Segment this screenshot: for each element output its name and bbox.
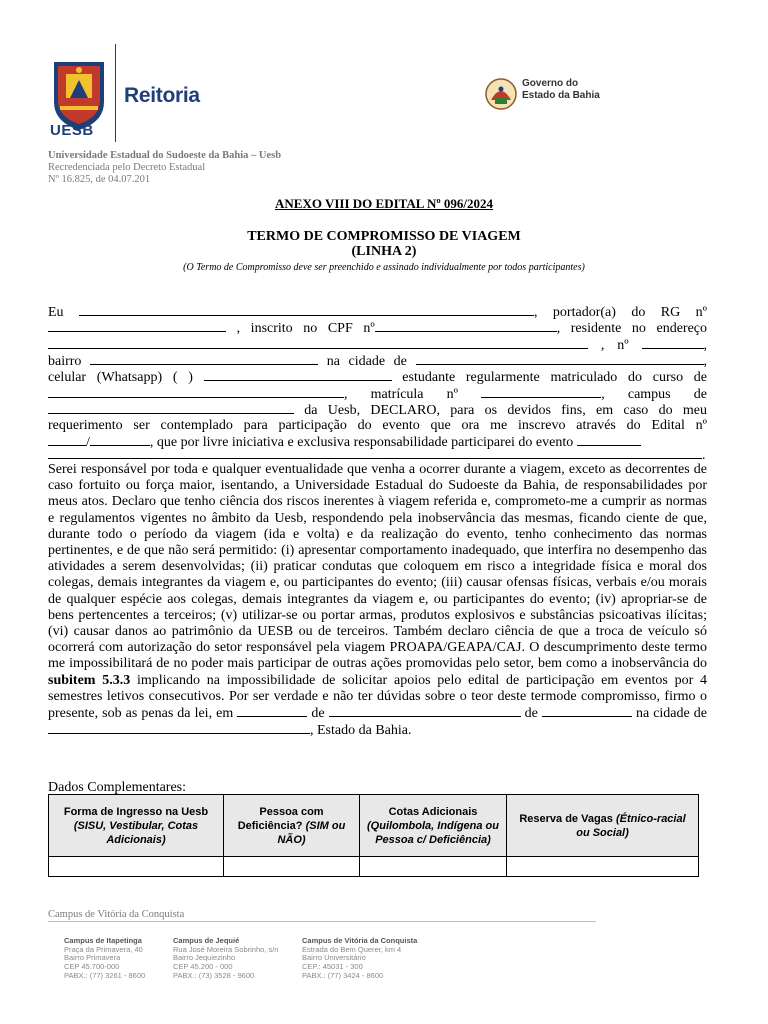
label-campus: , campus de — [601, 387, 708, 402]
label-state: Estado da Bahia. — [317, 723, 412, 739]
declaration-text-2: requerimento ser contemplado para participação do evento que ora me inscrevo através do Edital nº — [48, 418, 707, 433]
col-reserved-seats — [507, 795, 699, 857]
house-number-blank[interactable] — [642, 337, 704, 349]
bahia-government-label — [522, 78, 600, 101]
header-divider — [115, 44, 116, 142]
footer-campus-vitoria-da-conquista — [302, 937, 417, 981]
bairro-blank[interactable] — [90, 353, 318, 365]
admission-form-cell[interactable] — [49, 857, 224, 877]
label-number: , nº — [600, 338, 629, 353]
col-admission-form — [49, 795, 224, 857]
period: . — [702, 448, 706, 463]
edital-year-blank[interactable] — [90, 434, 150, 446]
form-line-enrollment — [48, 386, 707, 403]
document-header — [0, 0, 768, 200]
comma: , — [703, 354, 708, 369]
footer-campus-title: Campus de Jequié — [173, 936, 240, 945]
label-de-2: de — [524, 706, 538, 722]
label-address: , residente no endereço — [556, 321, 707, 336]
table-header-row — [49, 795, 699, 857]
label-cpf: , inscrito no CPF nº — [236, 321, 375, 336]
form-line-name — [48, 304, 707, 321]
document-title-line-1: TERMO DE COMPROMISSO DE VIAGEM — [247, 229, 521, 244]
col2-subtitle: (SIM ou NÃO) — [277, 819, 346, 846]
supplementary-data-label: Dados Complementares: — [48, 780, 187, 795]
document-title-line-2: (LINHA 2) — [351, 244, 417, 259]
footer-divider — [48, 921, 596, 922]
document-title — [0, 229, 768, 259]
label-de-1: de — [311, 706, 325, 722]
footer-campus-jequie — [173, 937, 278, 981]
event-blank[interactable] — [577, 434, 641, 446]
footer-neighborhood: Bairro Jequiezinho — [173, 953, 236, 963]
month-blank[interactable] — [329, 705, 521, 717]
reitoria-title: Reitoria — [124, 84, 200, 107]
instructions-note: (O Termo de Compromisso deve ser preenchido e assinado individualmente por todos participantes) — [183, 262, 585, 273]
comma: , — [310, 723, 314, 739]
footer-cep: CEP 45.200 - 000 — [173, 962, 233, 972]
signing-city-blank[interactable] — [48, 722, 310, 734]
declaration-text-3: , que por livre iniciativa e exclusiva responsabilidade participarei do evento — [149, 435, 574, 450]
form-line-edital — [48, 418, 707, 434]
table-row — [49, 857, 699, 877]
form-line-neighborhood — [48, 353, 707, 370]
reserved-seats-cell[interactable] — [507, 857, 699, 877]
footer-address: Rua José Moreira Sobrinho, s/n — [173, 944, 279, 954]
footer-cep: CEP 45.700-000 — [64, 962, 120, 972]
form-line-phone — [48, 369, 707, 386]
gov-line-2: Estado da Bahia — [522, 89, 600, 101]
footer-address: Estrada do Bem Querer, km 4 — [302, 944, 402, 954]
annex-title: ANEXO VIII DO EDITAL Nº 096/2024 — [275, 196, 493, 211]
responsibility-paragraph — [48, 462, 707, 739]
bahia-government-emblem-icon — [483, 76, 519, 112]
label-city: na cidade de — [326, 354, 407, 369]
matricula-blank[interactable] — [481, 386, 601, 398]
form-line-cpf — [48, 320, 707, 337]
uesb-wordmark: UESB — [50, 122, 94, 139]
col4-title: Reserva de Vagas — [519, 812, 613, 825]
paragraph-bold-subitem: subitem 5.3.3 — [48, 672, 131, 688]
institution-name: Universidade Estadual do Sudoeste da Bahia – Uesb — [48, 150, 282, 161]
label-matricula: , matrícula nº — [344, 387, 459, 402]
year-blank[interactable] — [542, 705, 632, 717]
col-disability — [224, 795, 360, 857]
footer-address: Praça da Primavera, 40 — [64, 944, 143, 954]
label-eu: Eu — [48, 305, 64, 320]
footer-phone: PABX.: (77) 3424 - 8600 — [302, 970, 384, 980]
paragraph-text-1: Serei responsável por toda e qualquer eventualidade que venha a ocorrer durante a viagem, exceto as decorrentes de caso fortuito ou força maior, isentando, a Universidade Estadual do Sudoeste da Bahia, de responsabilidades por meus atos. Declaro que tenho ciência dos riscos inerentes à viagem referida e, comprometo-me a cumprir as normas e regulamentos vigentes no âmbito da Uesb, respondendo pela inobservância das mesmas, ficando ciente de que, durante todo o período da viagem (ida e volta) e da realização do evento, tenho conhecimento das normas pertinentes, e de que não será permitido: (i) apresentar comportamento inadequado, que interfira no desempenho das atividades a serem desenvolvidas; (ii) praticar condutas que coloquem em risco a integridade física e moral dos colegas, demais integrantes da viagem e, ou participantes do evento; (iii) causar ofensas físicas, verbais e/ou morais de qualquer espécie aos colegas, demais integrantes da viagem e, ou participantes do evento; (iv) apropriar-se de bens pertencentes a terceiros; (v) utilizar-se ou portar armas, produtos explosivos e substâncias psicoativas ilícitas; (vi) causar danos ao patrimônio da UESB ou de terceiros. Também declaro ciência de que a troca de veículo só ocorrerá com autorização do setor responsável pela viagem PROAPA/GEAPA/CAJ. O descumprimento deste termo me impossibilitará de no poder mais participar de outras ações promovidas pelo setor, bem como a inobservância do — [48, 462, 707, 672]
additional-quotas-cell[interactable] — [360, 857, 507, 877]
label-bairro: bairro — [48, 354, 82, 369]
gov-line-1: Governo do — [522, 78, 579, 89]
label-rg: , portador(a) do RG nº — [534, 305, 707, 320]
footer-campus-heading: Campus de Vitória da Conquista — [48, 909, 185, 920]
city-blank[interactable] — [416, 353, 704, 365]
label-course: estudante regularmente matriculado do curso de — [402, 370, 707, 385]
col-additional-quotas — [360, 795, 507, 857]
rg-blank[interactable] — [48, 320, 226, 332]
col3-subtitle: (Quilombola, Indígena ou Pessoa c/ Deficiência) — [367, 819, 499, 846]
supplementary-data-table — [48, 794, 699, 877]
slash: / — [86, 435, 90, 450]
footer-cep: CEP.: 45031 - 300 — [302, 962, 363, 972]
address-blank[interactable] — [48, 337, 588, 349]
paragraph-text-2: implicando na impossibilidade de solicitar apoios pelo edital de participação em eventos por 4 semestres letivos consecutivos. Por ser verdade e não ter dúvidas sobre o teor deste termode compromisso, firmo o presente, sob as penas da lei, em — [48, 672, 707, 722]
col3-title: Cotas Adicionais — [388, 805, 478, 818]
declaration-text-1: da Uesb, DECLARO, para os devidos fins, em caso do meu — [304, 403, 707, 418]
phone-blank[interactable] — [204, 369, 392, 381]
footer-neighborhood: Bairro Universitário — [302, 953, 366, 963]
col4-subtitle: (Étnico-racial ou Social) — [576, 812, 686, 839]
col1-subtitle: (SISU, Vestibular, Cotas Adicionais) — [73, 819, 199, 846]
day-blank[interactable] — [237, 705, 307, 717]
edital-number-blank[interactable] — [48, 434, 86, 446]
label-signing-city: na cidade de — [635, 706, 707, 722]
footer-campus-title: Campus de Vitória da Conquista — [302, 936, 418, 945]
institution-decree-number: Nº 16.825, de 04.07.201 — [48, 174, 151, 185]
label-whatsapp: celular (Whatsapp) ( ) — [48, 370, 193, 385]
footer-phone: PABX.: (73) 3528 - 9600 — [173, 970, 255, 980]
form-line-campus — [48, 402, 707, 419]
institution-info — [48, 150, 281, 186]
footer-neighborhood: Bairro Primavera — [64, 953, 121, 963]
footer-campus-itapetinga — [64, 937, 145, 981]
event-continued-blank[interactable] — [48, 447, 702, 459]
col2-title: Pessoa com Deficiência? — [237, 805, 324, 832]
footer-campus-title: Campus de Itapetinga — [64, 936, 142, 945]
campus-blank[interactable] — [48, 402, 294, 414]
footer-phone: PABX.: (77) 3261 - 8600 — [64, 970, 146, 980]
institution-decree: Recredenciada pelo Decreto Estadual — [48, 162, 206, 173]
name-blank[interactable] — [79, 304, 534, 316]
col1-title: Forma de Ingresso na Uesb — [63, 805, 209, 818]
form-line-address — [48, 337, 707, 354]
course-blank[interactable] — [48, 386, 344, 398]
cpf-blank[interactable] — [375, 320, 557, 332]
comma: , — [703, 338, 708, 353]
disability-cell[interactable] — [224, 857, 360, 877]
